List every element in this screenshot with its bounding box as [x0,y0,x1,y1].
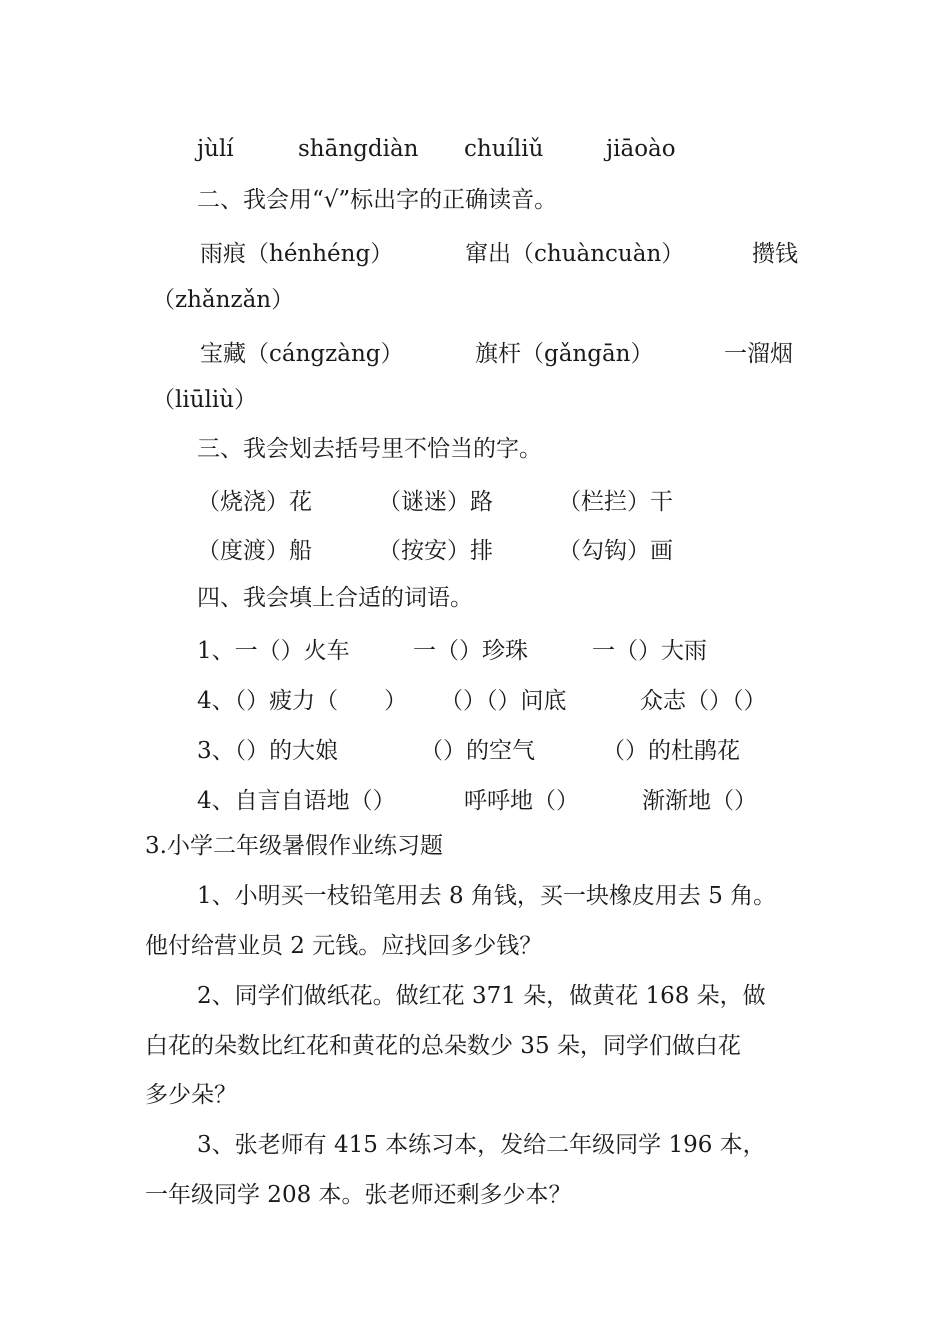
math-problem-2-line-3: 多少朵？ [145,1082,237,1108]
reading-item: 攒钱 [752,241,798,267]
word-item: （勾钩）画 [558,538,673,564]
fill-item: 众志（）（） [640,688,767,714]
math-problem-2-line-2: 白花的朵数比红花和黄花的总朵数少 35 朵，同学们做白花 [145,1033,741,1059]
section-4-row-1 [0,632,950,662]
word-item: （栏拦）干 [558,489,673,515]
word-item: （谜迷）路 [378,489,493,515]
section-3-row-2 [0,532,950,562]
pinyin-item: jùlí [197,136,234,162]
math-problem-3-line-1: 3、张老师有 415 本练习本，发给二年级同学 196 本， [197,1132,766,1158]
section-3-title: 三、我会划去括号里不恰当的字。 [197,436,542,462]
math-problem-3-line-2: 一年级同学 208 本。张老师还剩多少本？ [145,1182,572,1208]
reading-item: 窜出（chuàncuàn） [465,241,685,267]
pinyin-item: chuíliǔ [464,136,544,162]
fill-item: 4、自言自语地（） [197,788,396,814]
section-2-row-2 [0,335,950,365]
section-2-title: 二、我会用“√”标出字的正确读音。 [197,187,558,213]
pinyin-item: shāngdiàn [298,136,419,162]
section-3-row-1 [0,483,950,513]
section-2-row-1-wrap: （zhǎnzǎn） [152,287,295,313]
pinyin-row [0,136,950,166]
reading-item: 宝藏（cángzàng） [200,341,404,367]
fill-item: 渐渐地（） [642,788,757,814]
fill-item: （）（）问底 [440,688,567,714]
math-problem-2-line-1: 2、同学们做纸花。做红花 371 朵，做黄花 168 朵，做 [197,983,766,1009]
reading-item: 雨痕（hénhéng） [200,241,394,267]
math-section-title: 3.小学二年级暑假作业练习题 [145,833,443,859]
section-4-title: 四、我会填上合适的词语。 [197,585,473,611]
fill-item: 1、一（）火车 [197,638,350,664]
reading-item: 旗杆（gǎngān） [475,341,654,367]
fill-item: （）的杜鹃花 [602,738,740,764]
fill-item: （）的空气 [420,738,535,764]
section-4-row-2 [0,682,950,712]
pinyin-item: jiāoào [606,136,676,162]
fill-item: 一（）大雨 [592,638,707,664]
section-2-row-2-wrap: （liūliù） [152,387,258,413]
section-2-row-1 [0,235,950,265]
fill-item: 3、（）的大娘 [197,738,339,764]
fill-item: 4、（）疲力（ ） [197,688,408,714]
math-problem-1-line-2: 他付给营业员 2 元钱。应找回多少钱？ [145,933,543,959]
section-4-row-4 [0,782,950,812]
word-item: （烧浇）花 [197,489,312,515]
word-item: （度渡）船 [197,538,312,564]
word-item: （按安）排 [378,538,493,564]
fill-item: 呼呼地（） [464,788,579,814]
fill-item: 一（）珍珠 [413,638,528,664]
math-problem-1-line-1: 1、小明买一枝铅笔用去 8 角钱，买一块橡皮用去 5 角。 [197,883,777,909]
section-4-row-3 [0,732,950,762]
reading-item: 一溜烟 [724,341,793,367]
